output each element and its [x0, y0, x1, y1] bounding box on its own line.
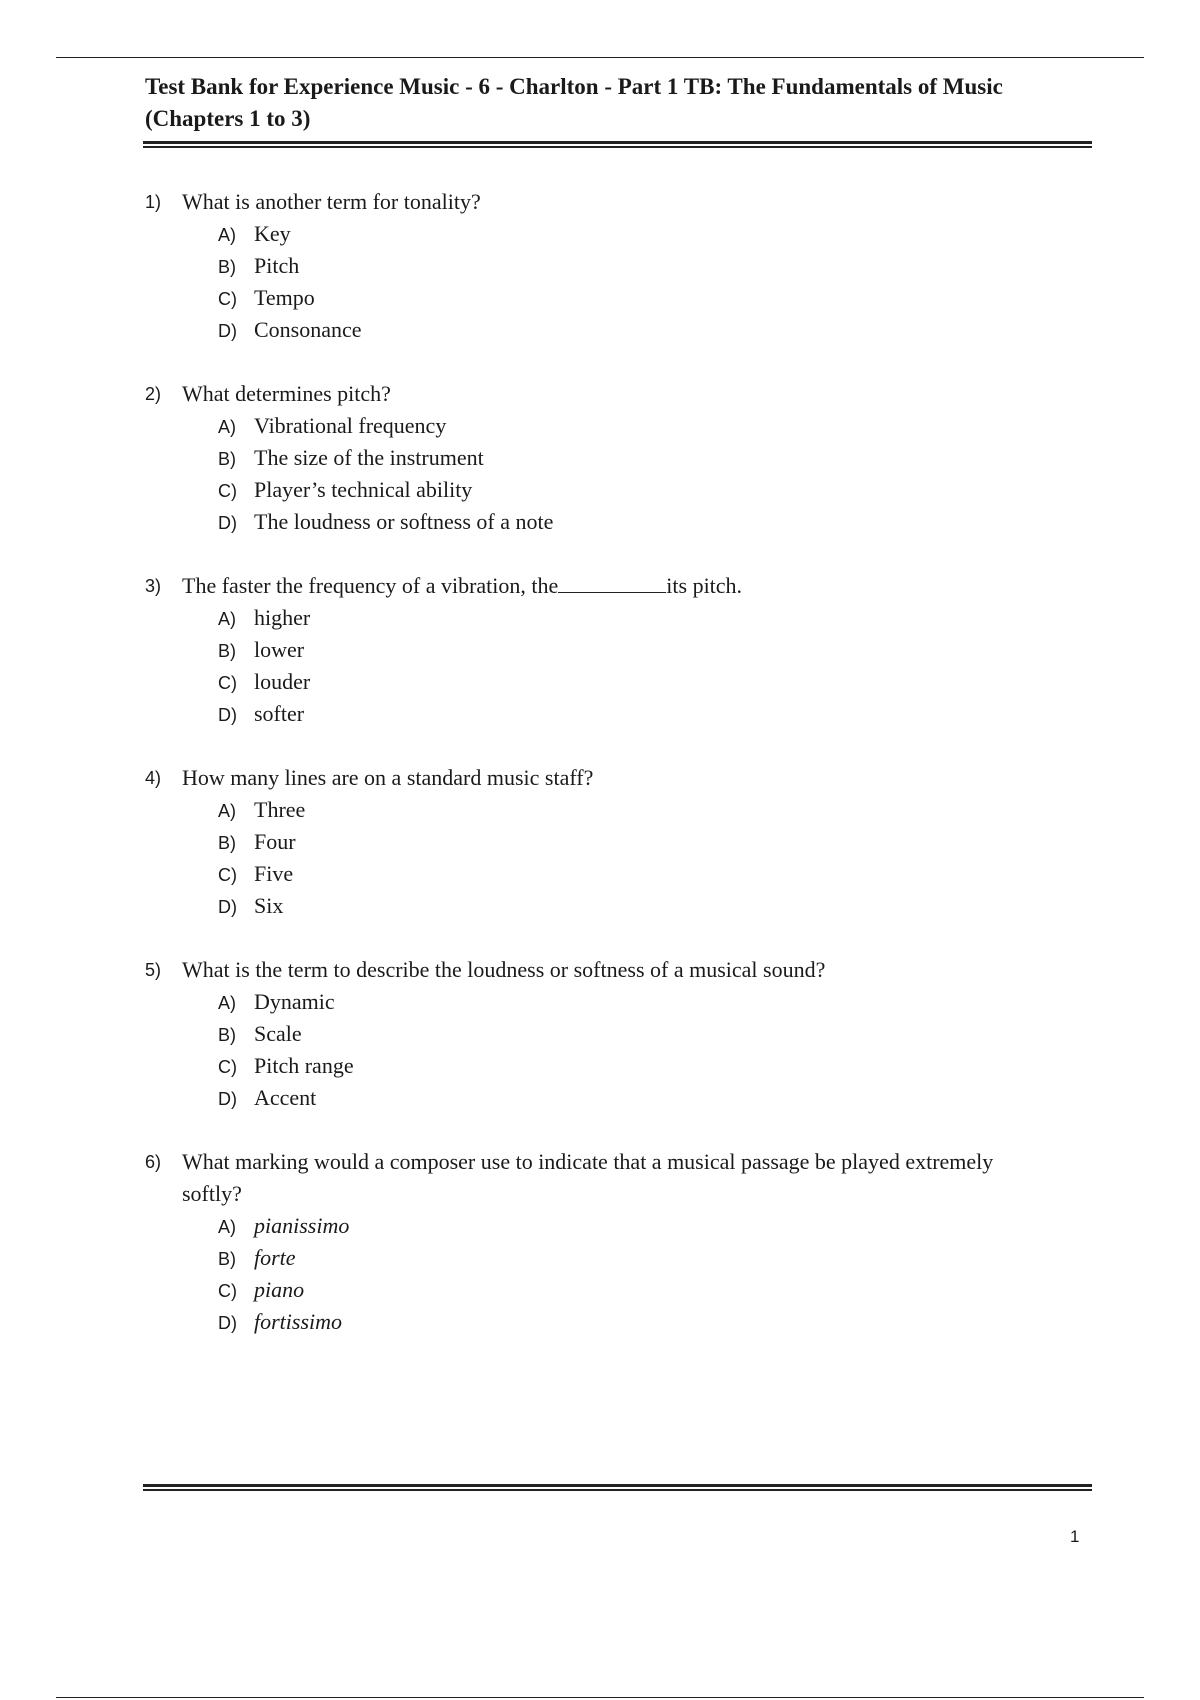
choice-letter: B)	[218, 1249, 236, 1269]
answer-choice-c	[0, 474, 1200, 506]
answer-choice-d	[0, 1306, 1200, 1338]
choice-text: pianissimo	[254, 1213, 350, 1238]
question-text: How many lines are on a standard music staff?	[182, 765, 594, 790]
document-title	[145, 71, 1085, 135]
choice-text: softer	[254, 701, 305, 726]
answer-choice-b	[0, 250, 1200, 282]
answer-choice-d	[0, 314, 1200, 346]
question-text-after-blank: its pitch.	[666, 573, 743, 598]
question-number: 1)	[145, 192, 162, 212]
answer-choice-a	[0, 794, 1200, 826]
choice-letter: C)	[218, 1057, 237, 1077]
answer-choices	[0, 602, 1200, 730]
choice-letter: A)	[218, 993, 236, 1013]
choice-letter: D)	[218, 513, 237, 533]
choice-text: louder	[254, 669, 311, 694]
question-text-line-1: What marking would a composer use to indicate that a musical passage be played extremely	[182, 1149, 994, 1174]
page-number: 1	[1070, 1527, 1080, 1546]
header-double-rule	[143, 141, 1092, 148]
answer-choices	[0, 410, 1200, 538]
choice-letter: B)	[218, 1025, 236, 1045]
answer-choices	[0, 1210, 1200, 1338]
choice-text: Three	[254, 797, 306, 822]
answer-choice-c	[0, 1274, 1200, 1306]
question-text: What determines pitch?	[182, 381, 391, 406]
answer-choice-b	[0, 442, 1200, 474]
question-text-line-2: softly?	[182, 1181, 242, 1206]
choice-text: Dynamic	[254, 989, 335, 1014]
choice-text: Pitch	[254, 253, 300, 278]
document-title-line-1: Test Bank for Experience Music - 6 - Charlton - Part 1 TB: The Fundamentals of Music	[145, 74, 1003, 99]
answer-choices	[0, 986, 1200, 1114]
footer-double-rule	[143, 1484, 1092, 1491]
answer-choice-b	[0, 1018, 1200, 1050]
answer-choice-c	[0, 666, 1200, 698]
answer-choice-c	[0, 1050, 1200, 1082]
choice-text: fortissimo	[254, 1309, 343, 1334]
choice-letter: A)	[218, 225, 236, 245]
choice-letter: A)	[218, 609, 236, 629]
choice-text: Consonance	[254, 317, 362, 342]
choice-letter: B)	[218, 641, 236, 661]
answer-choices	[0, 794, 1200, 922]
choice-text: Tempo	[254, 285, 315, 310]
choice-letter: C)	[218, 289, 237, 309]
question-number: 2)	[145, 384, 162, 404]
choice-letter: C)	[218, 1281, 237, 1301]
choice-letter: D)	[218, 897, 237, 917]
fill-in-blank	[558, 572, 666, 593]
answer-choice-d	[0, 698, 1200, 730]
choice-text: Four	[254, 829, 296, 854]
answer-choice-d	[0, 1082, 1200, 1114]
answer-choice-a	[0, 218, 1200, 250]
answer-choice-d	[0, 506, 1200, 538]
choice-text: Accent	[254, 1085, 317, 1110]
choice-text: The size of the instrument	[254, 445, 484, 470]
choice-letter: A)	[218, 1217, 236, 1237]
question-6	[0, 1146, 1200, 1338]
choice-letter: B)	[218, 449, 236, 469]
answer-choice-b	[0, 826, 1200, 858]
choice-letter: D)	[218, 705, 237, 725]
choice-letter: C)	[218, 865, 237, 885]
choice-text: Six	[254, 893, 284, 918]
question-1	[0, 186, 1200, 346]
page-top-rule	[56, 57, 1144, 58]
choice-text: The loudness or softness of a note	[254, 509, 554, 534]
question-text	[182, 570, 1082, 602]
answer-choice-c	[0, 858, 1200, 890]
choice-letter: D)	[218, 1313, 237, 1333]
choice-text: lower	[254, 637, 305, 662]
answer-choice-c	[0, 282, 1200, 314]
choice-letter: C)	[218, 481, 237, 501]
choice-text: Scale	[254, 1021, 302, 1046]
answer-choice-d	[0, 890, 1200, 922]
answer-choice-a	[0, 602, 1200, 634]
choice-letter: D)	[218, 321, 237, 341]
choice-letter: D)	[218, 1089, 237, 1109]
question-number: 3)	[145, 576, 162, 596]
choice-text: piano	[254, 1277, 305, 1302]
choice-letter: B)	[218, 833, 236, 853]
choice-text: forte	[254, 1245, 296, 1270]
choice-letter: A)	[218, 417, 236, 437]
question-number: 6)	[145, 1152, 162, 1172]
answer-choice-a	[0, 410, 1200, 442]
question-3	[0, 570, 1200, 730]
choice-letter: C)	[218, 673, 237, 693]
answer-choice-b	[0, 634, 1200, 666]
choice-text: Key	[254, 221, 291, 246]
document-title-line-2: (Chapters 1 to 3)	[145, 106, 311, 131]
choice-text: Pitch range	[254, 1053, 354, 1078]
question-number: 4)	[145, 768, 162, 788]
choice-text: higher	[254, 605, 311, 630]
choice-text: Vibrational frequency	[254, 413, 447, 438]
choice-text: Player’s technical ability	[254, 477, 473, 502]
question-2	[0, 378, 1200, 538]
question-text: What is the term to describe the loudness or softness of a musical sound?	[182, 957, 826, 982]
choice-letter: B)	[218, 257, 236, 277]
answer-choice-b	[0, 1242, 1200, 1274]
question-number: 5)	[145, 960, 162, 980]
page-bottom-rule	[56, 1697, 1144, 1698]
question-4	[0, 762, 1200, 922]
answer-choice-a	[0, 1210, 1200, 1242]
question-text-before-blank: The faster the frequency of a vibration, the	[182, 573, 559, 598]
question-5	[0, 954, 1200, 1114]
choice-letter: A)	[218, 801, 236, 821]
answer-choices	[0, 218, 1200, 346]
choice-text: Five	[254, 861, 294, 886]
question-text: What is another term for tonality?	[182, 189, 481, 214]
answer-choice-a	[0, 986, 1200, 1018]
